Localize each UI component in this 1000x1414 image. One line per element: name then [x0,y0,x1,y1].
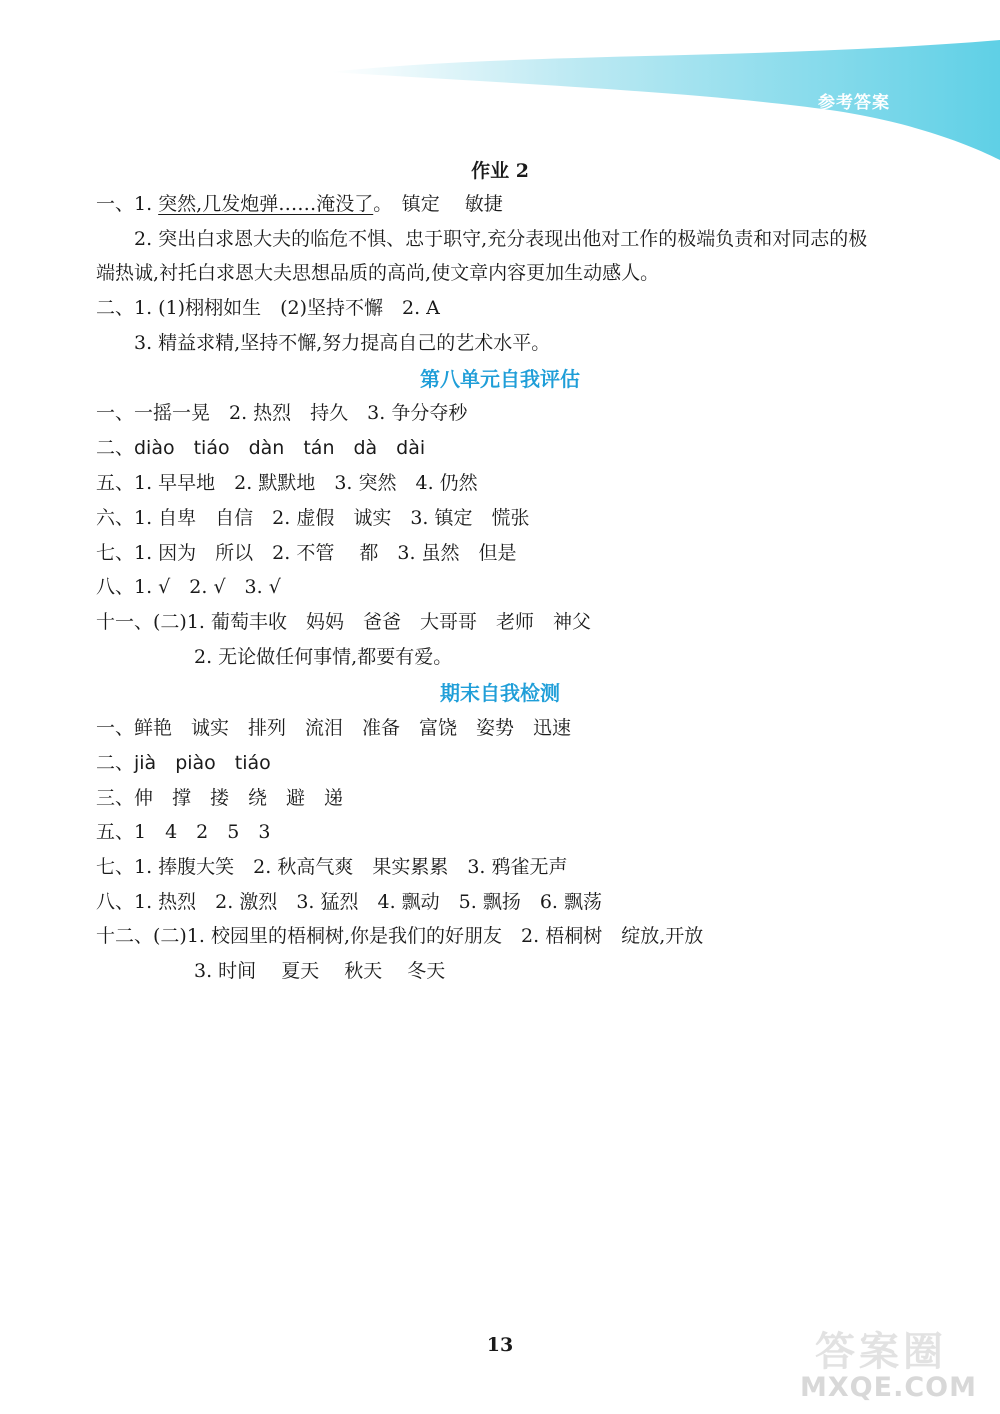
header-label: 参考答案 [818,93,890,113]
answer-line: 五、1 4 2 5 3 [96,821,271,843]
answer-line: 三、伸 撑 搂 绕 避 递 [96,787,344,809]
answer-line: 2. 无论做任何事情,都要有爱。 [194,646,453,668]
unit8-title: 第八单元自我评估 [420,367,580,391]
homework2-title: 作业 2 [471,160,529,182]
answer-line: 2. 突出白求恩大夫的临危不惧、忠于职守,充分表现出他对工作的极端负责和对同志的极 [134,228,868,250]
answer-line: 一、一摇一晃 2. 热烈 持久 3. 争分夺秒 [96,402,468,424]
watermark-site: MXQE.COM [800,1372,977,1403]
watermark-logo: 答案圈 [815,1329,947,1375]
underlined-answer: 突然,几发炮弹……淹没了 [158,193,374,215]
answer-line: 八、1. 热烈 2. 激烈 3. 猛烈 4. 飘动 5. 飘扬 6. 飘荡 [96,891,603,913]
answer-line [96,191,503,217]
final-title: 期末自我检测 [440,681,560,705]
answer-line: 二、1. (1)栩栩如生 (2)坚持不懈 2. A [96,297,440,319]
answer-line: 八、1. √ 2. √ 3. √ [96,576,281,598]
answer-line: 五、1. 早早地 2. 默默地 3. 突然 4. 仍然 [96,472,478,494]
answer-line: 二、diào tiáo dàn tán dà dài [96,437,426,459]
answer-line: 二、jià piào tiáo [96,752,271,774]
answer-line: 七、1. 捧腹大笑 2. 秋高气爽 果实累累 3. 鸦雀无声 [96,856,568,878]
answer-line: 一、鲜艳 诚实 排列 流泪 准备 富饶 姿势 迅速 [96,717,572,739]
page-number: 13 [486,1334,514,1356]
answer-line: 3. 精益求精,坚持不懈,努力提高自己的艺术水平。 [134,332,551,354]
answer-suffix: 。 镇定 敏捷 [373,193,503,215]
header-band [0,0,1000,170]
answer-line: 端热诚,衬托白求恩大夫思想品质的高尚,使文章内容更加生动感人。 [96,262,660,284]
answer-line: 六、1. 自卑 自信 2. 虚假 诚实 3. 镇定 慌张 [96,507,530,529]
answer-line: 十二、(二)1. 校园里的梧桐树,你是我们的好朋友 2. 梧桐树 绽放,开放 [96,925,704,947]
answer-line: 七、1. 因为 所以 2. 不管 都 3. 虽然 但是 [96,542,517,564]
answer-prefix: 一、1. [96,193,159,215]
answer-line: 3. 时间 夏天 秋天 冬天 [194,960,446,982]
answer-line: 十一、(二)1. 葡萄丰收 妈妈 爸爸 大哥哥 老师 神父 [96,611,591,633]
